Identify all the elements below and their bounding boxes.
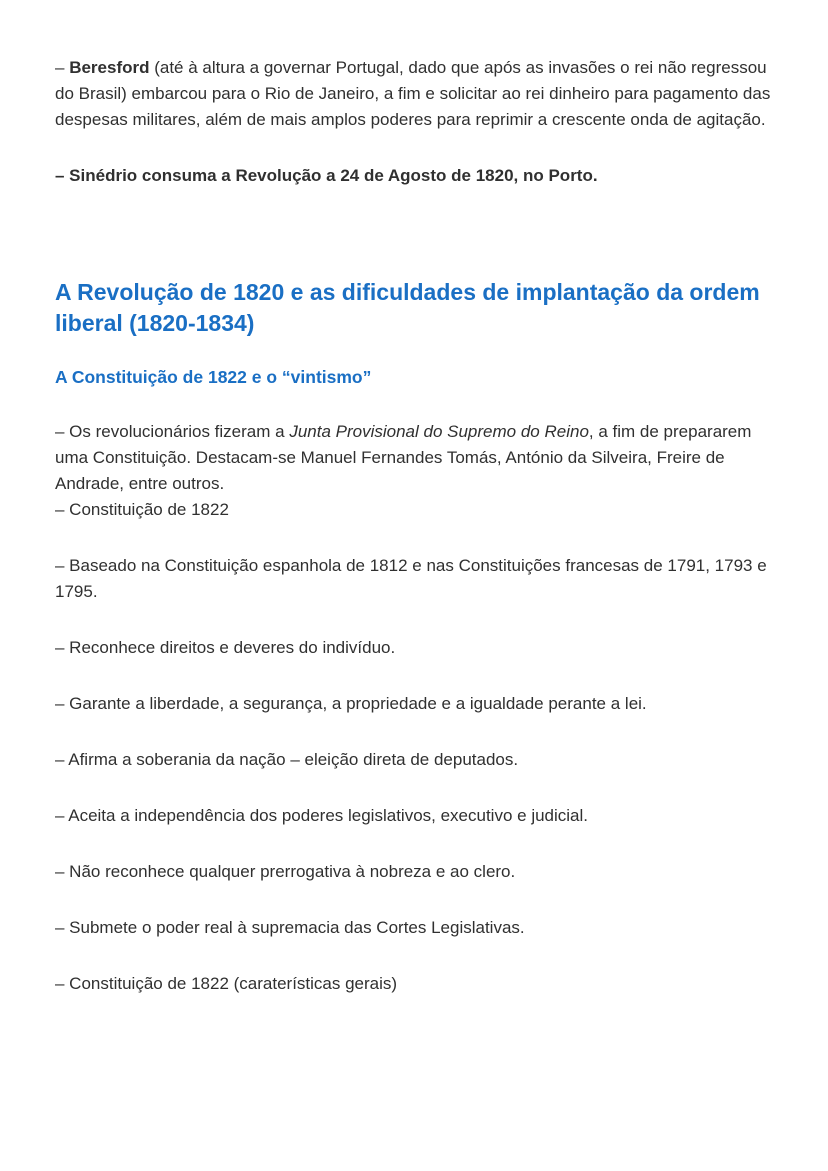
paragraph-constituicao-1822: – Constituição de 1822 [55, 500, 229, 519]
document-body [55, 55, 773, 997]
text-segment-italic: Junta Provisional do Supremo do Reino [289, 422, 589, 441]
paragraph-independencia-poderes: – Aceita a independência dos poderes legislativos, executivo e judicial. [55, 806, 589, 825]
heading-constituicao-1822-vintismo: A Constituição de 1822 e o “vintismo” [55, 367, 372, 387]
paragraph-base-constituicoes: – Baseado na Constituição espanhola de 1812 e nas Constituições francesas de 1791, 1793 e 1795. [55, 556, 767, 601]
heading-revolucao-1820: A Revolução de 1820 e as dificuldades de implantação da ordem liberal (1820-1834) [55, 279, 760, 336]
paragraph-caracteristicas-gerais: – Constituição de 1822 (caraterísticas gerais) [55, 974, 398, 993]
paragraph-soberania-nacao: – Afirma a soberania da nação – eleição direta de deputados. [55, 750, 519, 769]
paragraph-direitos-deveres: – Reconhece direitos e deveres do indivíduo. [55, 638, 396, 657]
paragraph-nobreza-clero: – Não reconhece qualquer prerrogativa à nobreza e ao clero. [55, 862, 516, 881]
paragraph-garante-liberdade: – Garante a liberdade, a segurança, a propriedade e a igualdade perante a lei. [55, 694, 647, 713]
text-segment: – [55, 58, 70, 77]
text-segment: – Os revolucionários fizeram a [55, 422, 290, 441]
text-segment: (até à altura a governar Portugal, dado que após as invasões o rei não regressou do Brasil) embarcou para o Rio de Janeiro, a fim e solicitar ao rei dinheiro para pagamento das despesas militares, além de mais amplos poderes para reprimir a crescente onda de agitação. [55, 58, 771, 129]
paragraph-poder-real: – Submete o poder real à supremacia das Cortes Legislativas. [55, 918, 525, 937]
paragraph-beresford [55, 55, 773, 133]
paragraph-junta-provisional [55, 419, 773, 497]
text-segment-bold: Beresford [69, 58, 150, 77]
text-segment: , a fim de prepararem uma Constituição. Destacam-se Manuel Fernandes Tomás, António da Silveira, Freire de Andrade, entre outros. [55, 422, 752, 493]
paragraph-sinedrio: – Sinédrio consuma a Revolução a 24 de Agosto de 1820, no Porto. [55, 166, 598, 185]
